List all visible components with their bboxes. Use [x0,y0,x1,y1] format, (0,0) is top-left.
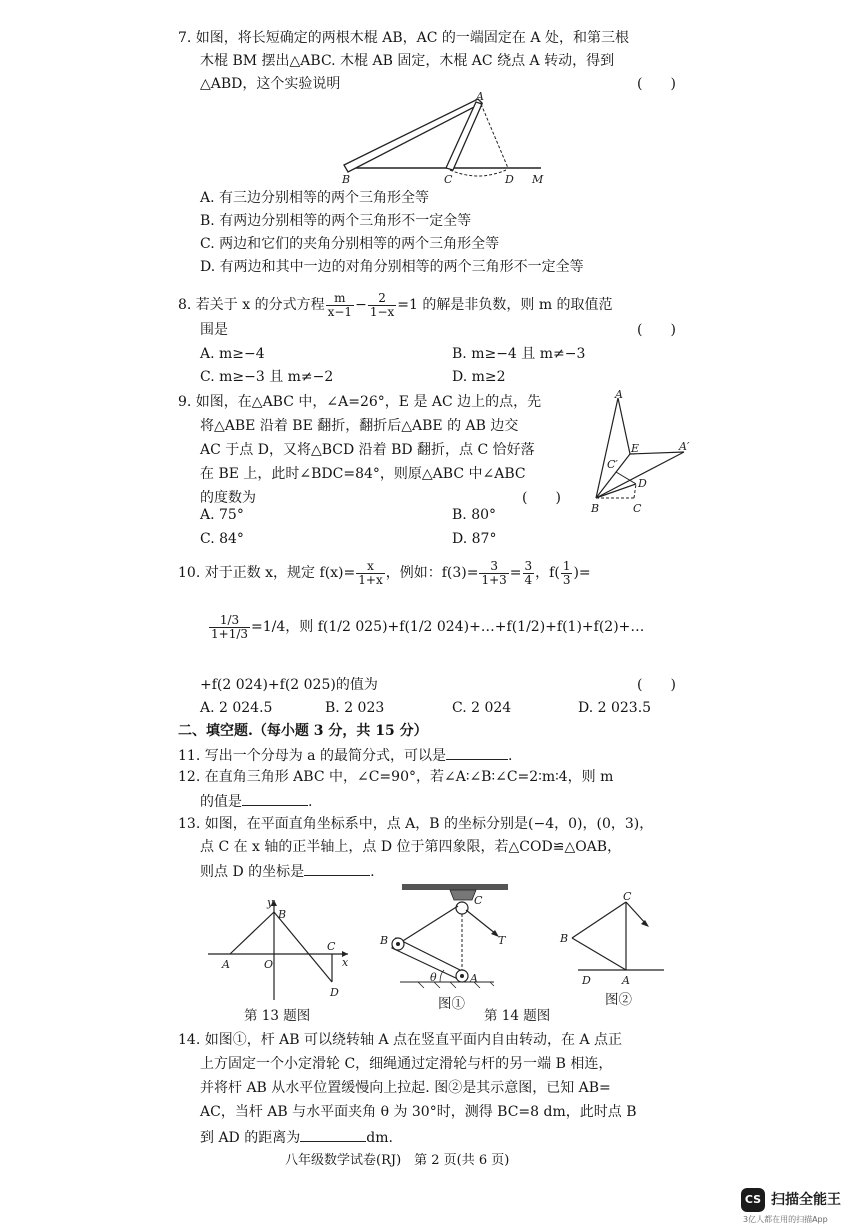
q8-option-d: D. m≥2 [452,369,506,385]
q9-line-4: 在 BE 上，此时∠BDC=84°，则原△ABC 中∠ABC [200,466,526,482]
q13-period: . [370,864,375,880]
q7-option-c: C. 两边和它们的夹角分别相等的两个三角形全等 [200,236,500,252]
q10-frac-def [356,560,384,587]
camscanner-title: 扫描全能王 [771,1192,841,1208]
q8-line-1 [178,290,613,320]
q10-frac-nested [209,614,250,641]
q13-label-b: B [278,908,287,921]
q11-line [178,745,512,765]
q7-label-m: M [532,173,544,186]
q13-line-1: 13. 如图，在平面直角坐标系中，点 A，B 的坐标分别是(−4，0)，(0，3)， [178,816,654,832]
q13-figure-caption: 第 13 题图 [244,1008,311,1024]
q10-text-post: ，f( [535,565,560,581]
q10-text-mid: ，例如：f(3)= [385,565,479,581]
q8-text-post: =1 的解是非负数，则 m 的取值范 [397,297,613,313]
q10-option-d: D. 2 023.5 [578,700,652,716]
q8-fraction-1 [326,292,354,319]
q13-label-y: y [267,896,274,909]
q13-text: 则点 D 的坐标是 [200,864,305,880]
q10-frac-nested-num: 1/3 [209,614,250,628]
q10-frac-ex1 [479,560,508,587]
q10-frac-def-den: 1+x [358,572,383,587]
q10-line-2 [208,610,644,644]
q7-line-1: 7. 如图，将长短确定的两根木棍 AB，AC 的一端固定在 A 处，和第三根 [178,30,629,46]
q7-label-a: A [476,90,484,103]
q11-answer-blank[interactable] [446,745,508,760]
q8-option-b: B. m≥−4 且 m≠−3 [452,346,586,362]
q12-line-2 [200,791,312,811]
q9-line-5: 的度数为 [200,490,256,506]
q14-line-2: 上方固定一个小定滑轮 C，细绳通过定滑轮与杆的另一端 B 相连， [200,1056,613,1072]
q10-frac-ex3-num: 1 [562,558,571,573]
q8-frac1-den: x−1 [327,304,353,319]
q14-fig1-label-b: B [380,934,389,947]
q10-option-a: A. 2 024.5 [200,700,273,716]
q9-line-2: 将△ABE 沿着 BE 翻折，翻折后△ABE 的 AB 边交 [200,418,519,434]
q14-fig2-label-a: A [622,974,630,987]
q8-answer-paren: ( ) [637,322,676,338]
section-2-title: 二、填空题.（每小题 3 分，共 15 分） [178,723,428,739]
q9-option-a: A. 75° [200,507,244,523]
q10-frac-ex2 [523,560,535,587]
q7-figure [338,92,548,184]
q8-frac2-num: 2 [368,292,396,306]
q8-minus: − [355,297,367,313]
q7-label-c: C [444,173,453,186]
camscanner-logo-icon: CS [741,1188,765,1212]
q9-label-a-prime: A′ [679,440,690,453]
q10-frac-ex2-num: 3 [524,558,533,573]
q9-label-c-prime: C′ [607,458,618,471]
q13-label-x: x [342,956,349,969]
q9-figure [588,390,708,518]
q8-text-pre: 8. 若关于 x 的分式方程 [178,297,325,313]
q12-line-1: 12. 在直角三角形 ABC 中，∠C=90°，若∠A∶∠B∶∠C=2∶m∶4，则 m [178,769,614,785]
q9-option-b: B. 80° [452,507,497,523]
q7-option-d: D. 有两边和其中一边的对角分别相等的两个三角形不一定全等 [200,259,584,275]
q14-figure-1 [378,882,508,1010]
q14-figure-caption: 第 14 题图 [484,1008,551,1024]
q13-label-c: C [327,940,336,953]
q14-line-1: 14. 如图①，杆 AB 可以绕转轴 A 点在竖直平面内自由转动，在 A 点正 [178,1032,623,1048]
q14-fig1-label-t: T [498,934,506,947]
q10-frac-ex3-den: 3 [562,572,571,587]
q14-unit: dm. [366,1130,393,1146]
q14-fig2-label-c: C [623,890,632,903]
q9-label-d: D [638,477,647,490]
q10-frac-ex2-den: 4 [524,572,533,587]
q14-line-5 [200,1127,393,1147]
q7-option-b: B. 有两边分别相等的两个三角形不一定全等 [200,213,472,229]
q14-line-3: 并将杆 AB 从水平位置缓慢向上拉起. 图②是其示意图，已知 AB= [200,1080,611,1096]
q7-line-3: △ABD，这个实验说明 [200,76,341,92]
q7-label-d: D [505,173,514,186]
q8-line-2: 围是 [200,322,228,338]
q9-answer-paren: ( ) [522,490,561,506]
q10-frac-nested-den: 1+1/3 [211,626,249,641]
q7-option-a: A. 有三边分别相等的两个三角形全等 [200,190,430,206]
q13-label-a: A [222,958,230,971]
q9-option-d: D. 87° [452,531,497,547]
q10-option-c: C. 2 024 [452,700,512,716]
q9-line-1: 9. 如图，在△ABC 中，∠A=26°，E 是 AC 边上的点，先 [178,394,542,410]
q14-fig1-label-c: C [474,894,483,907]
q10-line-2-text: =1/4，则 f(1/2 025)+f(1/2 024)+…+f(1/2)+f(1)+f(2)+… [251,619,645,635]
page-footer: 八年级数学试卷(RJ) 第 2 页(共 6 页) [285,1153,510,1168]
q14-line-4: AC，当杆 AB 与水平面夹角 θ 为 30°时，测得 BC=8 dm，此时点 B [200,1104,637,1120]
q10-line-1 [178,558,591,588]
q14-fig2-label-d: D [582,974,591,987]
camscanner-watermark [741,1186,859,1222]
q13-answer-blank[interactable] [304,861,370,876]
q14-answer-blank[interactable] [300,1127,366,1142]
q8-option-c: C. m≥−3 且 m≠−2 [200,369,334,385]
q8-fraction-2 [368,292,396,319]
camscanner-subtitle: 3亿人都在用的扫描App [743,1215,828,1224]
q13-label-o: O [264,958,274,971]
q12-period: . [308,794,313,810]
q10-frac-ex1-num: 3 [479,560,508,574]
q7-label-b: B [342,173,351,186]
q14-fig1-label-a: A [470,972,478,985]
q10-option-b: B. 2 023 [325,700,385,716]
q8-frac1-num: m [326,292,354,306]
q10-line-3: +f(2 024)+f(2 025)的值为 [200,677,378,693]
q10-frac-def-num: x [356,560,384,574]
q9-label-a: A [615,388,623,401]
q13-figure [206,896,366,1006]
q7-answer-paren: ( ) [637,76,676,92]
q14-fig2-label-b: B [560,932,569,945]
q13-line-2: 点 C 在 x 轴的正半轴上，点 D 位于第四象限，若△COD≌△OAB， [200,839,622,855]
q10-eq: = [509,565,522,581]
q14-fig1-label-theta: θ [430,971,437,984]
q9-label-e: E [631,442,640,455]
q11-text: 11. 写出一个分母为 a 的最简分式，可以是 [178,748,446,764]
q14-figure-1-caption: 图① [438,996,465,1012]
q12-text: 的值是 [200,794,242,810]
q8-frac2-den: 1−x [369,304,395,319]
q9-label-b: B [591,502,600,515]
q14-text: 到 AD 的距离为 [200,1130,301,1146]
q10-answer-paren: ( ) [637,677,676,693]
q14-figure-2-caption: 图② [605,992,632,1008]
q9-option-c: C. 84° [200,531,244,547]
q11-period: . [507,748,513,764]
q10-text-end: )= [573,565,591,581]
q9-label-c: C [633,502,642,515]
q8-option-a: A. m≥−4 [200,346,265,362]
q14-figure-2 [560,890,680,990]
q10-text-pre: 10. 对于正数 x，规定 f(x)= [178,565,356,581]
q10-frac-ex3 [561,560,573,587]
q9-line-3: AC 于点 D，又将△BCD 沿着 BD 翻折，点 C 恰好落 [200,442,535,458]
q12-answer-blank[interactable] [242,791,308,806]
q13-label-d: D [330,986,339,999]
q13-line-3 [200,861,375,881]
q7-line-2: 木棍 BM 摆出△ABC. 木棍 AB 固定，木棍 AC 绕点 A 转动，得到 [200,53,615,69]
q10-frac-ex1-den: 1+3 [481,572,507,587]
